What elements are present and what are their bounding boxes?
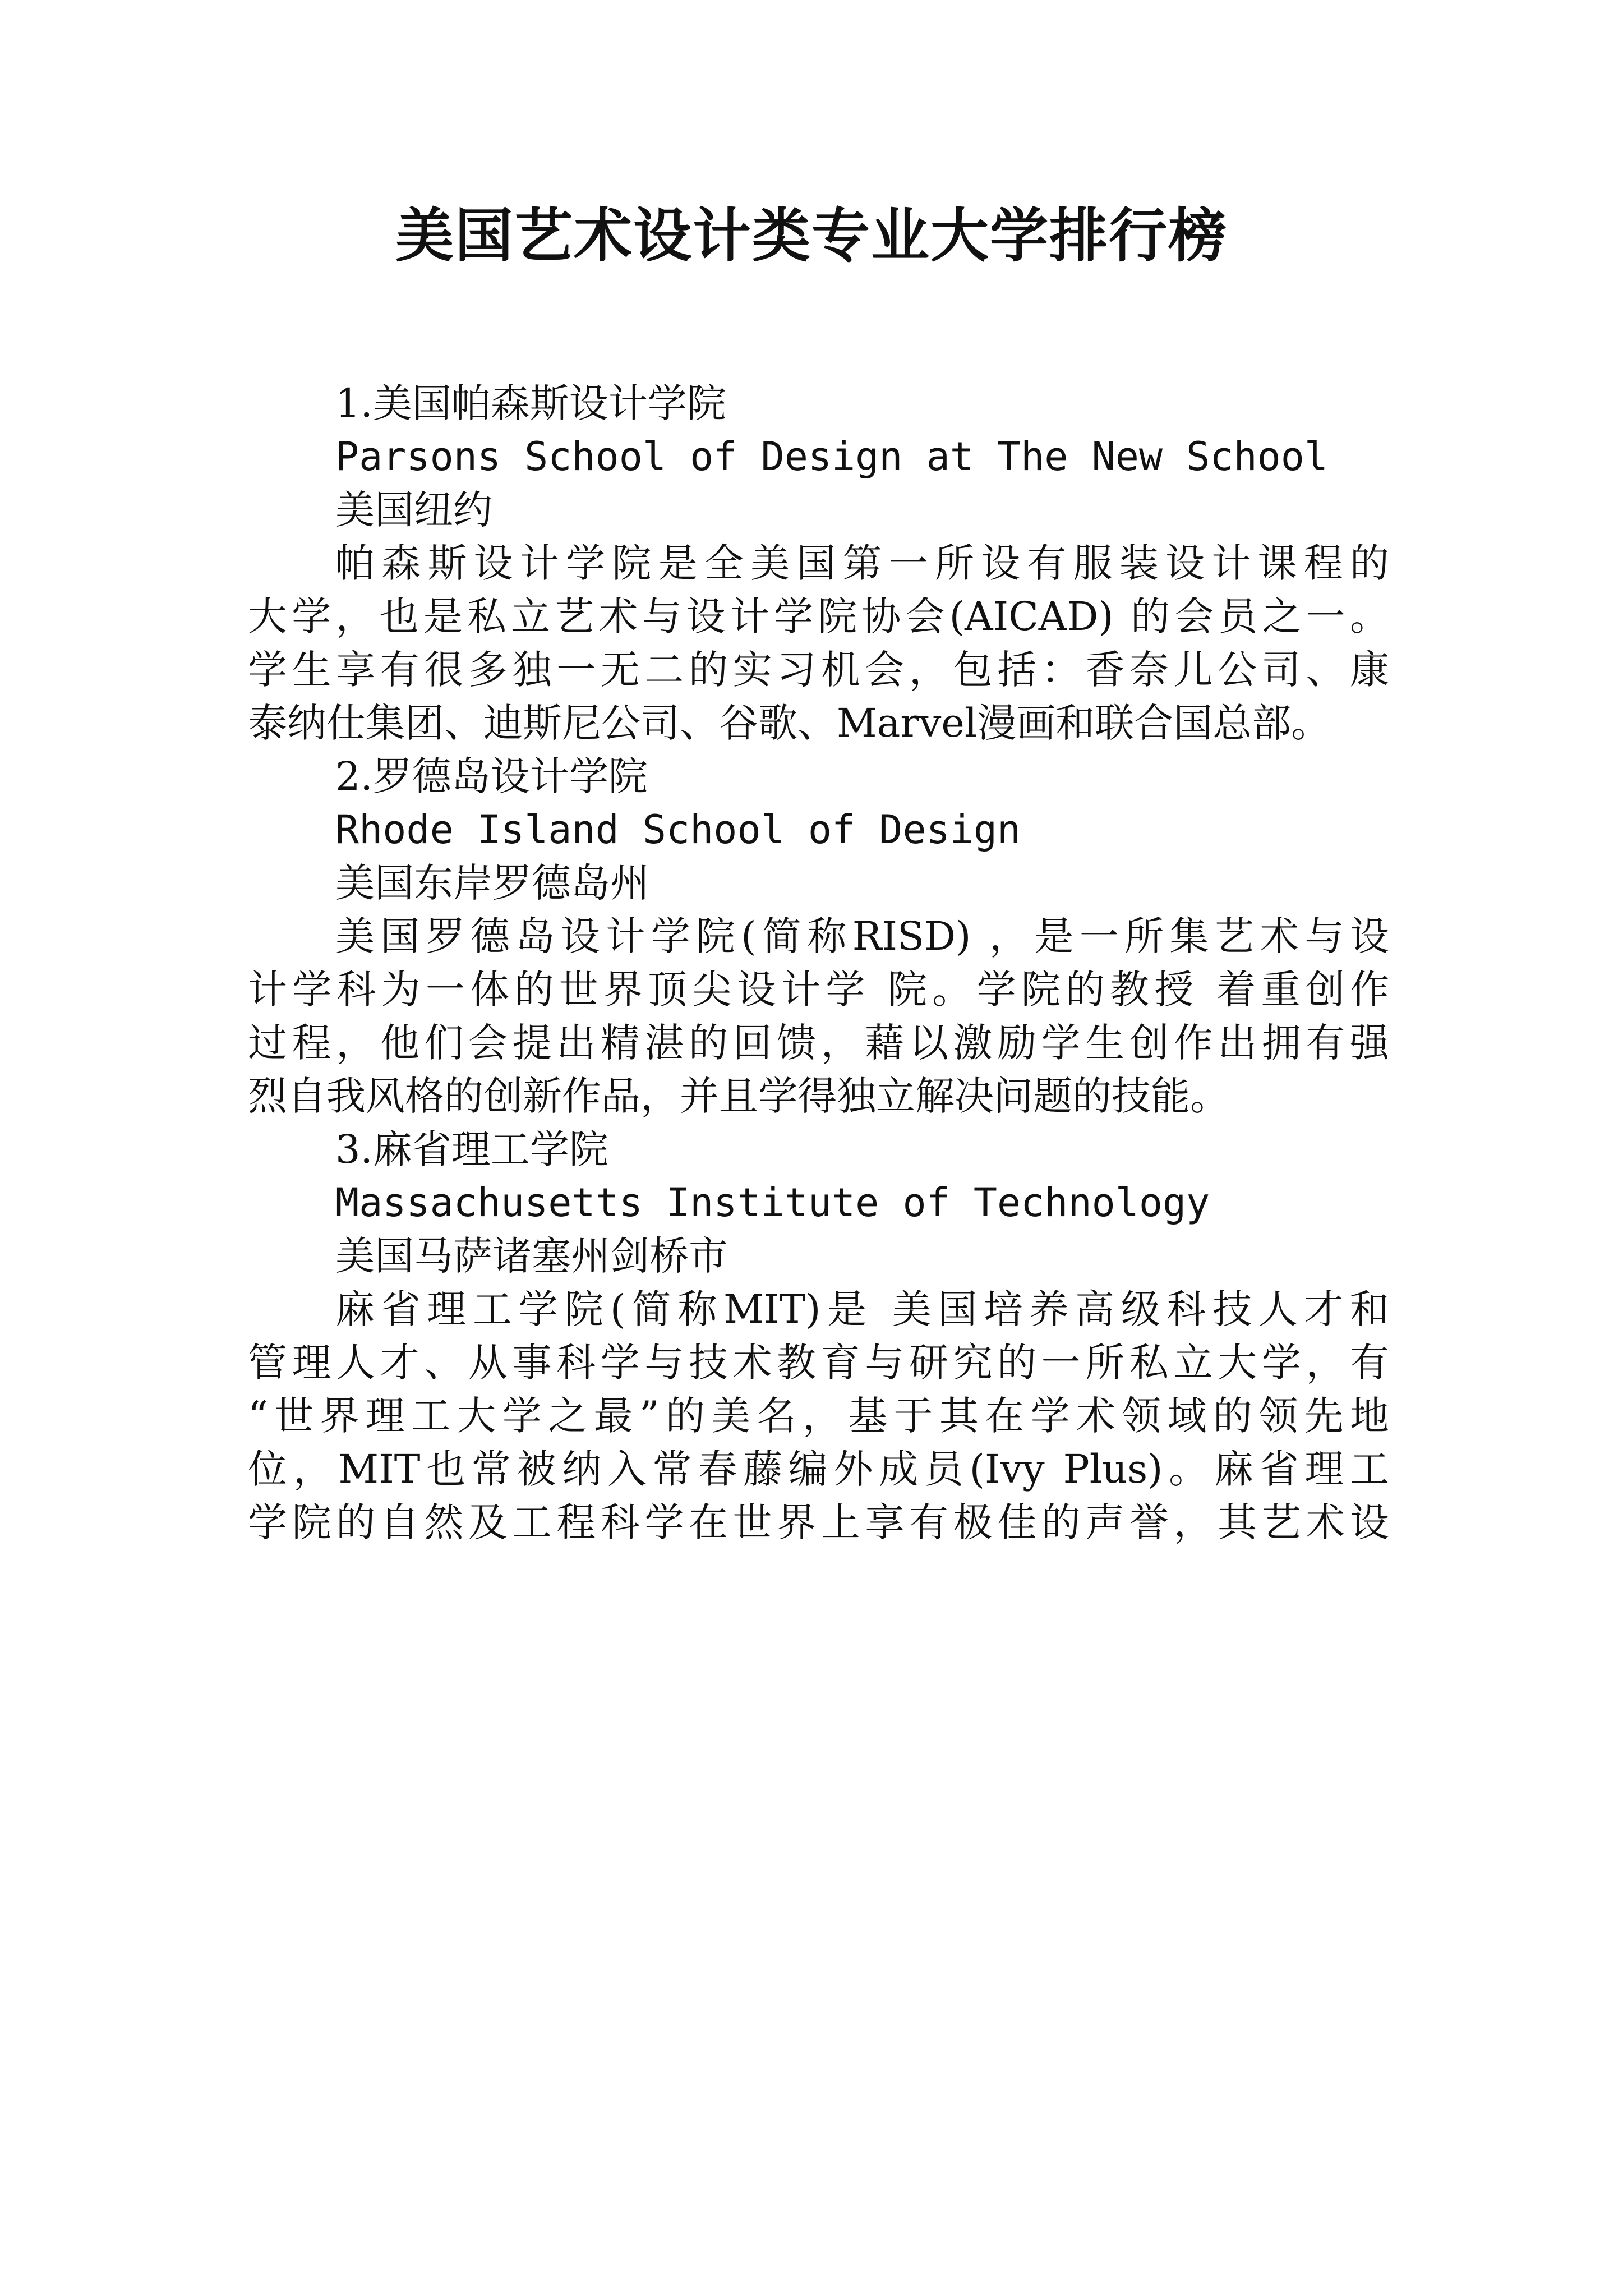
english-name: Massachusetts Institute of Technology (335, 1180, 1210, 1226)
section-heading: 1.美国帕森斯设计学院 (335, 380, 726, 426)
paragraph-line: 烈自我风格的创新作品，并且学得独立解决问题的技能。 (248, 1073, 1229, 1119)
section-heading: 3.麻省理工学院 (335, 1126, 608, 1172)
location: 美国纽约 (335, 487, 492, 533)
paragraph-line: 麻省理工学院(简称MIT)是 美国培养高级科技人才和 (335, 1286, 1389, 1332)
paragraph-line: 管理人才、从事科学与技术教育与研究的一所私立大学，有 (248, 1340, 1389, 1386)
paragraph (248, 910, 1389, 1123)
paragraph-line: 美国罗德岛设计学院(简称RISD) ，是一所集艺术与设 (335, 913, 1389, 959)
paragraph-line: 位，MIT也常被纳入常春藤编外成员(Ivy Plus)。麻省理工 (248, 1446, 1389, 1492)
paragraph-line: 学生享有很多独一无二的实习机会，包括：香奈儿公司、康 (248, 647, 1389, 693)
paragraph-line: 泰纳仕集团、迪斯尼公司、谷歌、Marvel漫画和联合国总部。 (248, 700, 1331, 746)
paragraph (248, 1283, 1389, 1549)
section-heading: 2.罗德岛设计学院 (335, 753, 648, 799)
location: 美国东岸罗德岛州 (335, 860, 649, 906)
english-name: Rhode Island School of Design (335, 807, 1021, 853)
section-parsons (248, 377, 1389, 750)
paragraph-line: 大学，也是私立艺术与设计学院协会(AICAD) 的会员之一。 (248, 593, 1389, 639)
paragraph (248, 537, 1389, 750)
section-risd (248, 750, 1389, 1123)
paragraph-line: 过程，他们会提出精湛的回馈，藉以激励学生创作出拥有强 (248, 1020, 1389, 1066)
document-body (248, 377, 1389, 1549)
paragraph-line: 帕森斯设计学院是全美国第一所设有服装设计课程的 (335, 540, 1389, 586)
paragraph-line: 学院的自然及工程科学在世界上享有极佳的声誉，其艺术设 (248, 1499, 1389, 1545)
paragraph-line: 计学科为一体的世界顶尖设计学 院。学院的教授 着重创作 (248, 967, 1389, 1013)
location: 美国马萨诸塞州剑桥市 (335, 1233, 728, 1279)
section-mit (248, 1123, 1389, 1549)
paragraph-line: “世界理工大学之最”的美名，基于其在学术领域的领先地 (248, 1393, 1389, 1439)
english-name: Parsons School of Design at The New School (335, 434, 1329, 480)
document-title: 美国艺术设计类专业大学排行榜 (395, 201, 1228, 270)
